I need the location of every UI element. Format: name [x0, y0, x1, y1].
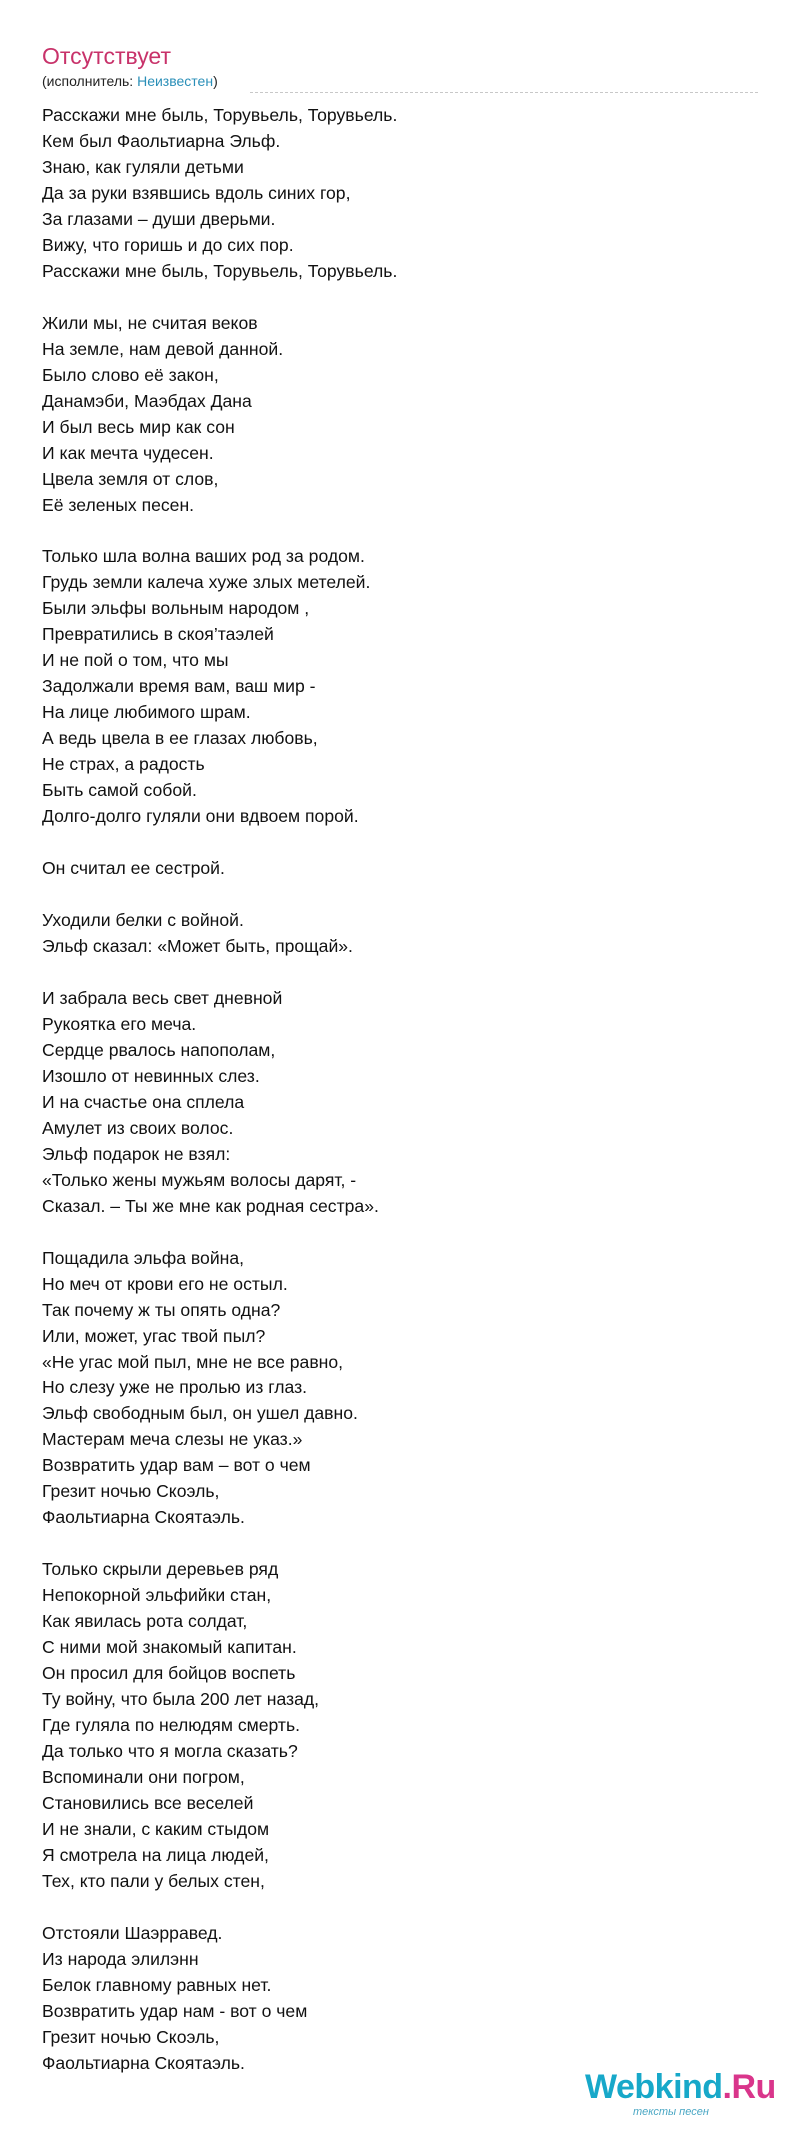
lyric-line: Цвела земля от слов,	[42, 468, 219, 489]
lyric-line: Эльф подарок не взял:	[42, 1143, 231, 1164]
lyric-line: Он просил для бойцов воспеть	[42, 1663, 296, 1684]
lyric-line: На лице любимого шрам.	[42, 702, 251, 723]
lyric-line: Только скрыли деревьев ряд	[42, 1559, 279, 1580]
lyric-line: Грудь земли калеча хуже злых метелей.	[42, 572, 371, 593]
lyric-line: Рукоятка его меча.	[42, 1013, 197, 1034]
lyric-line: За глазами – души дверьми.	[42, 208, 276, 229]
lyrics-body	[42, 103, 742, 2103]
lyric-line: Мастерам меча слезы не указ.»	[42, 1429, 303, 1450]
lyric-line: Где гуляла по нелюдям смерть.	[42, 1715, 301, 1736]
lyric-line: Изошло от невинных слез.	[42, 1065, 260, 1086]
lyric-line: «Только жены мужьям волосы дарят, -	[42, 1169, 357, 1190]
lyric-line: Он считал ее сестрой.	[42, 858, 225, 879]
lyric-line: А ведь цвела в ее глазах любовь,	[42, 728, 318, 749]
lyric-line: И не знали, с каким стыдом	[42, 1818, 270, 1839]
artist-link[interactable]: Неизвестен	[137, 73, 214, 89]
stanza	[42, 544, 742, 830]
stanza	[42, 311, 742, 519]
artist-suffix: )	[213, 73, 218, 89]
header-divider	[250, 92, 758, 93]
lyric-line: Белок главному равных нет.	[42, 1974, 272, 1995]
lyric-line: Фаольтиарна Скоятаэль.	[42, 1507, 245, 1528]
lyric-line: Кем был Фаольтиарна Эльф.	[42, 130, 281, 151]
lyric-line: Или, может, угас твой пыл?	[42, 1325, 266, 1346]
lyric-line: Да за руки взявшись вдоль синих гор,	[42, 182, 351, 203]
song-title: Отсутствует	[42, 43, 171, 69]
lyric-line: Данамэби, Маэбдах Дана	[42, 390, 252, 411]
lyric-line: Не страх, а радость	[42, 754, 205, 775]
logo-wordmark	[585, 2068, 776, 2107]
stanza	[42, 103, 742, 285]
lyric-line: Но меч от крови его не остыл.	[42, 1273, 288, 1294]
lyric-line: И забрала весь свет дневной	[42, 987, 283, 1008]
lyric-line: И как мечта чудесен.	[42, 442, 214, 463]
lyric-line: Её зеленых песен.	[42, 494, 195, 515]
stanza	[42, 1557, 742, 1895]
lyric-line: Возвратить удар нам - вот о чем	[42, 2000, 308, 2021]
lyric-line: Сердце рвалось напополам,	[42, 1039, 276, 1060]
site-logo[interactable]	[585, 2068, 776, 2118]
lyric-line: Расскажи мне быль, Торувьель, Торувьель.	[42, 260, 398, 281]
logo-word-suffix: .Ru	[722, 2068, 776, 2106]
stanza	[42, 908, 742, 960]
logo-word-main: Webkind	[585, 2068, 723, 2106]
lyric-line: Отстояли Шаэрравед.	[42, 1922, 223, 1943]
lyric-line: Сказал. – Ты же мне как родная сестра».	[42, 1195, 379, 1216]
artist-line	[42, 72, 218, 90]
lyric-line: Ту войну, что была 200 лет назад,	[42, 1689, 320, 1710]
logo-tagline: тексты песен	[633, 2106, 709, 2118]
lyric-line: И был весь мир как сон	[42, 416, 235, 437]
lyric-line: Знаю, как гуляли детьми	[42, 156, 244, 177]
stanza	[42, 856, 742, 882]
lyric-line: Было слово её закон,	[42, 364, 219, 385]
lyric-line: Эльф сказал: «Может быть, прощай».	[42, 936, 353, 956]
lyric-line: С ними мой знакомый капитан.	[42, 1637, 297, 1658]
lyric-line: Расскажи мне быль, Торувьель, Торувьель.	[42, 105, 398, 125]
lyric-line: Вижу, что горишь и до сих пор.	[42, 234, 294, 255]
lyric-line: И на счастье она сплела	[42, 1091, 245, 1112]
lyric-line: Были эльфы вольным народом ,	[42, 598, 310, 619]
lyric-line: Я смотрела на лица людей,	[42, 1844, 269, 1865]
stanza	[42, 1921, 742, 2077]
lyric-line: Только шла волна ваших род за родом.	[42, 546, 365, 567]
lyric-line: Пощадила эльфа война,	[42, 1247, 245, 1268]
lyric-line: Возвратить удар вам – вот о чем	[42, 1455, 311, 1476]
lyric-line: Вспоминали они погром,	[42, 1767, 245, 1787]
lyric-line: Жили мы, не считая веков	[42, 312, 258, 333]
lyric-line: Да только что я могла сказать?	[42, 1741, 298, 1762]
lyric-line: Грезит ночью Скоэль,	[42, 1481, 220, 1502]
lyric-line: Как явилась рота солдат,	[42, 1611, 248, 1632]
lyric-line: Но слезу уже не пролью из глаз.	[42, 1377, 308, 1398]
lyric-line: Превратились в скоя’таэлей	[42, 624, 274, 645]
lyric-line: «Не угас мой пыл, мне не все равно,	[42, 1351, 344, 1372]
stanza	[42, 986, 742, 1220]
lyric-line: Так почему ж ты опять одна?	[42, 1299, 281, 1320]
lyric-line: Амулет из своих волос.	[42, 1117, 234, 1138]
lyric-line: Эльф свободным был, он ушел давно.	[42, 1403, 358, 1424]
artist-prefix: (исполнитель:	[42, 73, 138, 89]
lyric-line: Задолжали время вам, ваш мир -	[42, 676, 316, 697]
lyric-line: Быть самой собой.	[42, 780, 197, 801]
lyric-line: Грезит ночью Скоэль,	[42, 2026, 220, 2047]
stanza	[42, 1246, 742, 1532]
lyric-line: Становились все веселей	[42, 1792, 254, 1813]
lyric-line: Тех, кто пали у белых стен,	[42, 1870, 265, 1891]
lyric-line: Уходили белки с войной.	[42, 910, 244, 931]
lyric-line: На земле, нам девой данной.	[42, 338, 284, 359]
lyric-line: Долго-долго гуляли они вдвоем порой.	[42, 806, 359, 827]
lyric-line: Непокорной эльфийки стан,	[42, 1585, 272, 1606]
lyric-line: Фаольтиарна Скоятаэль.	[42, 2052, 245, 2073]
lyric-line: И не пой о том, что мы	[42, 650, 229, 671]
lyric-line: Из народа элилэнн	[42, 1948, 199, 1969]
